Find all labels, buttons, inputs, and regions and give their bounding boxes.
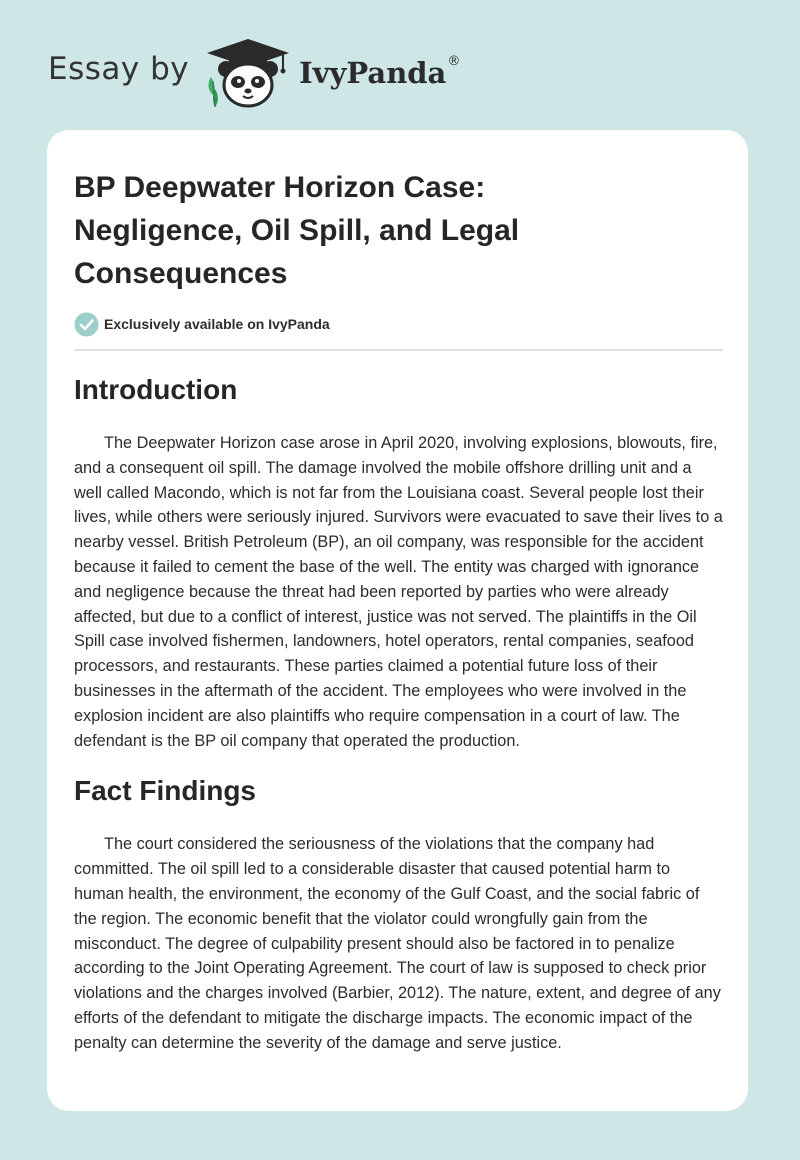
title-divider [74, 349, 723, 351]
panda-mascot-logo-icon[interactable] [203, 37, 293, 109]
availability-badge [74, 311, 721, 337]
section-heading-introduction: Introduction [74, 374, 238, 405]
essay-title: BP Deepwater Horizon Case: Negligence, Oil Spill, and Legal Consequences [74, 171, 520, 290]
check-badge-icon [74, 312, 99, 337]
brand-name: IvyPanda [299, 56, 447, 90]
section-introduction [74, 373, 721, 753]
fact-findings-paragraph: The court considered the seriousness of the violations that the company had committed. The oil spill led to a considerable disaster that caused potential harm to human health, the environment, the economy of the Gulf Coast, and the social fabric of the region. The economic benefit that the violator could wrongfully gain from the misconduct. The degree of culpability present should also be factored in to penalize according to the Joint Operating Agreement. The court of law is supposed to check prior violations and the charges involved (Barbier, 2012). The nature, extent, and degree of any efforts of the defendant to mitigate the discharge impacts. The economic impact of the penalty can determine the severity of the damage and serve justice. [74, 835, 721, 1052]
site-header [48, 38, 460, 108]
availability-text: Exclusively available on IvyPanda [104, 316, 330, 332]
essay-card [47, 130, 748, 1111]
introduction-paragraph: The Deepwater Horizon case arose in April 2020, involving explosions, blowouts, fire, and a consequent oil spill. The damage involved the mobile offshore drilling unit and a well called Macondo, which is not far from the Louisiana coast. Several people lost their lives, while others were seriously injured. Survivors were evacuated to save their lives to a nearby vessel. British Petroleum (BP), an oil company, was responsible for the accident because it failed to cement the base of the well. The entity was charged with ignorance and negligence because the threat had been reported by parties who were already affected, but due to a conflict of interest, justice was not served. The plaintiffs in the Oil Spill case involved fishermen, landowners, hotel operators, rental companies, seafood processors, and restaurants. These parties claimed a potential future loss of their businesses in the aftermath of the accident. The employees who were involved in the explosion incident are also plaintiffs who require compensation in a court of law. The defendant is the BP oil company that operated the production. [74, 434, 723, 750]
section-fact-findings [74, 774, 721, 1055]
registered-mark: ® [447, 53, 461, 69]
section-heading-fact-findings: Fact Findings [74, 775, 256, 807]
brand-prefix: Essay by [48, 51, 190, 87]
